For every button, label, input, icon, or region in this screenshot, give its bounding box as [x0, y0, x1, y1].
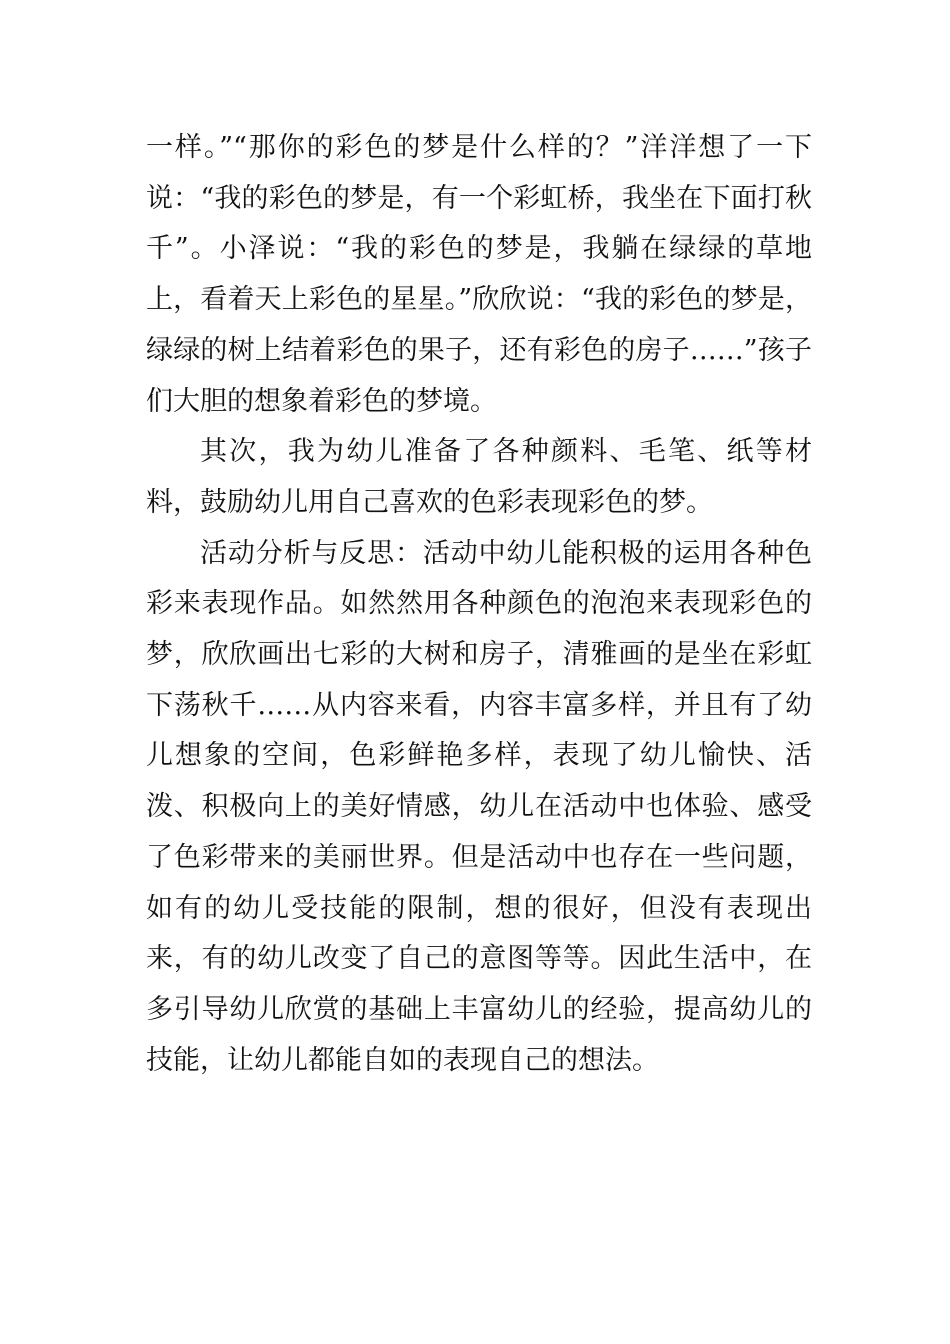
document-body — [146, 123, 812, 1086]
paragraph-analysis-reflection: 活动分析与反思：活动中幼儿能积极的运用各种色彩来表现作品。如然然用各种颜色的泡泡来表现彩色的梦，欣欣画出七彩的大树和房子，清雅画的是坐在彩虹下荡秋千……从内容来看，内容丰富多样，并且有了幼儿想象的空间，色彩鲜艳多样，表现了幼儿愉快、活泼、积极向上的美好情感，幼儿在活动中也体验、感受了色彩带来的美丽世界。但是活动中也存在一些问题，如有的幼儿受技能的限制，想的很好，但没有表现出来，有的幼儿改变了自己的意图等等。因此生活中，在多引导幼儿欣赏的基础上丰富幼儿的经验，提高幼儿的技能，让幼儿都能自如的表现自己的想法。 — [146, 537, 812, 1076]
paragraph-materials: 其次，我为幼儿准备了各种颜料、毛笔、纸等材料，鼓励幼儿用自己喜欢的色彩表现彩色的梦。 — [146, 436, 812, 518]
paragraph-continuation: 一样。”“那你的彩色的梦是什么样的？”洋洋想了一下说：“我的彩色的梦是，有一个彩虹桥，我坐在下面打秋千”。小泽说：“我的彩色的梦是，我躺在绿绿的草地上，看着天上彩色的星星。”欣欣说：“我的彩色的梦是，绿绿的树上结着彩色的果子，还有彩色的房子……”孩子们大胆的想象着彩色的梦境。 — [146, 132, 812, 417]
